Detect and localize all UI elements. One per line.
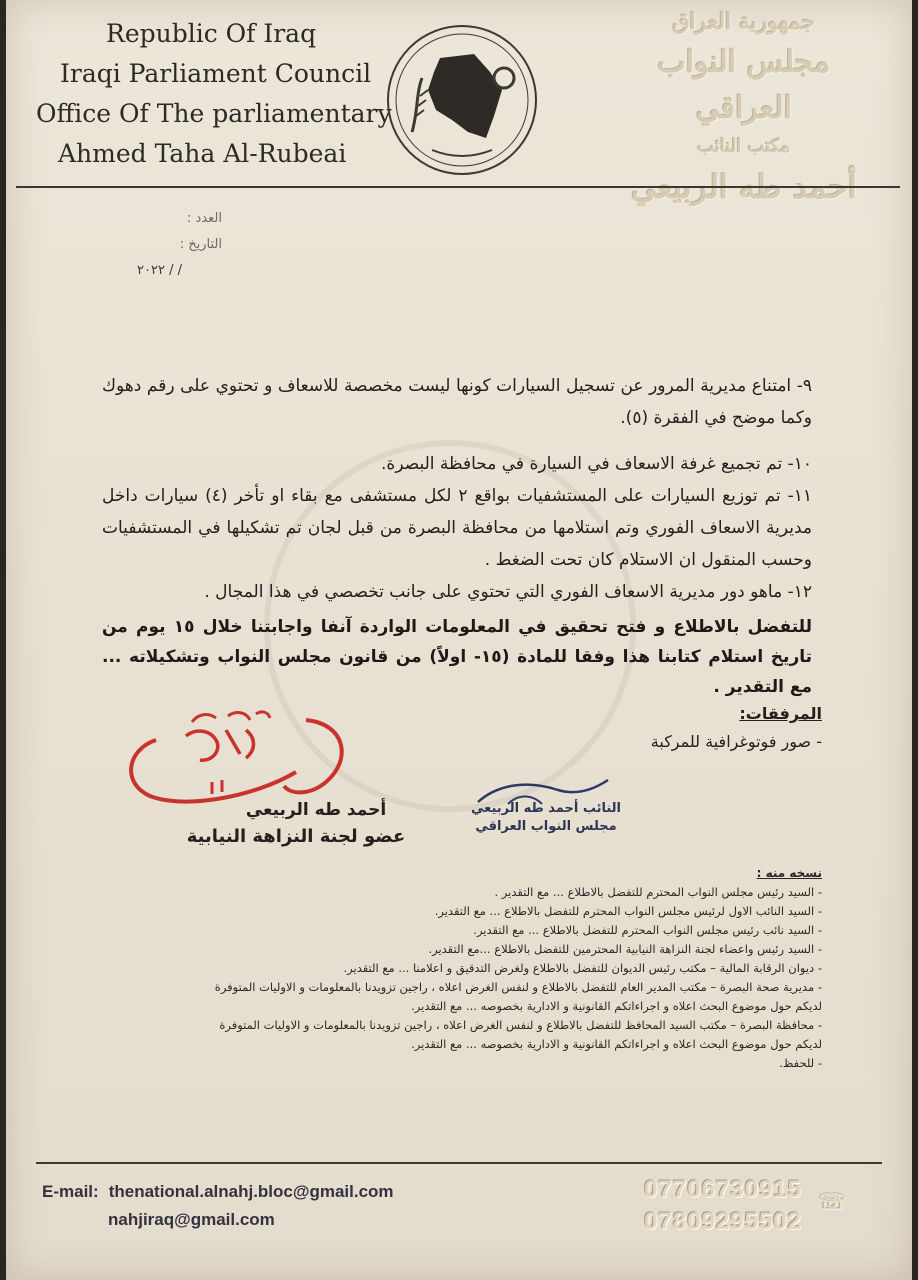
copy-line: - السيد رئيس مجلس النواب المحترم للتفضل بالاطلاع ... مع التقدير . [494, 885, 822, 899]
letterhead-line-4: Ahmed Taha Al-Rubeai [58, 139, 347, 168]
attachments-title: المرفقات: [739, 704, 822, 723]
arabic-letterhead-line-2: مجلس النواب العراقي [657, 45, 831, 126]
arabic-letterhead-line-1: جمهورية العراق [672, 9, 816, 35]
header-divider [16, 186, 900, 188]
copy-line: - السيد نائب رئيس مجلس النواب المحترم للتفضل بالاطلاع ... مع التقدير. [473, 923, 822, 937]
investigation-request: للتفضل بالاطلاع و فتح تحقيق في المعلومات الواردة آنفا واجابتنا خلال ١٥ يوم من تاريخ استلام كتابنا هذا وفقا للمادة (١٥- اولاً) من قانون مجلس النواب وتشكيلاته ... مع التقدير . [102, 617, 812, 697]
email-label: E-mail: [42, 1182, 99, 1201]
body-item-9: ٩- امتناع مديرية المرور عن تسجيل السيارات كونها ليست مخصصة للاسعاف و تحتوي على رقم دهوك وكما موضح في الفقرة (٥). [102, 376, 812, 428]
copy-line: لديكم حول موضوع البحث اعلاه و اجراءاتكم القانونية و الادارية بخصوصه ... مع التقدير. [411, 1037, 822, 1051]
copy-line: - للحفظ. [779, 1056, 822, 1070]
body-item-10: ١٠- تم تجميع غرفة الاسعاف في السيارة في محافظة البصرة. [381, 454, 812, 474]
copy-line: لديكم حول موضوع البحث اعلاه و اجراءاتكم القانونية و الادارية بخصوصه ... مع التقدير. [411, 999, 822, 1013]
phone-icon: ☏ [818, 1190, 846, 1215]
english-letterhead [36, 14, 392, 174]
arabic-letterhead [624, 4, 864, 212]
copy-line: - السيد النائب الاول لرئيس مجلس النواب المحترم للتفضل بالاطلاع ... مع التقدير. [434, 904, 822, 918]
email-link-2[interactable]: nahjiraq@gmail.com [108, 1210, 275, 1229]
footer-divider [36, 1162, 882, 1164]
copy-line: - محافظة البصرة – مكتب السيد المحافظ للتفضل بالاطلاع و لنفس الغرض اعلاه ، راجين تزويدنا بالمعلومات و الاوليات المتوفرة [219, 1018, 822, 1032]
copy-line: - ديوان الرقابة المالية – مكتب رئيس الديوان للتفضل بالاطلاع ولغرض التدقيق و اعلامنا ... مع التقدير. [343, 961, 822, 975]
letterhead-line-1: Republic Of Iraq [106, 19, 317, 48]
arabic-letterhead-line-4: أحمد طه الربيعي [631, 168, 857, 206]
signatory-role: عضو لجنة النزاهة النيابية [186, 826, 406, 847]
phone-number-2: 07809295502 [644, 1208, 802, 1235]
date-label: التاريخ : [179, 237, 222, 252]
stamp-line-1: النائب أحمد طه الربيعي [470, 801, 622, 816]
letter-paper [6, 0, 912, 1280]
date-value: / / ٢٠٢٢ [137, 263, 182, 278]
phone-number-1: 07706730915 [644, 1176, 802, 1203]
copy-line: - السيد رئيس واعضاء لجنة النزاهة النيابية المحترمين للتفضل بالاطلاع ...مع التقدير. [428, 942, 822, 956]
letterhead-line-2: Iraqi Parliament Council [60, 59, 372, 88]
phone-block [644, 1174, 802, 1238]
reference-block [6, 206, 222, 284]
body-item-12: ١٢- ماهو دور مديرية الاسعاف الفوري التي تحتوي على جانب تخصصي في هذا المجال . [204, 582, 812, 602]
copies-title: نسخه منه : [756, 866, 822, 880]
signatory-name: أحمد طه الربيعي [245, 800, 387, 820]
copies-list [106, 864, 822, 1073]
attachment-item: - صور فوتوغرافية للمركبة [650, 732, 822, 751]
letterhead-line-3: Office Of The parliamentary [36, 99, 392, 128]
red-handwritten-signature [116, 700, 356, 810]
body-item-11: ١١- تم توزيع السيارات على المستشفيات بواقع ٢ لكل مستشفى مع بقاء او تأخر (٤) سيارات داخل مديرية الاسعاف الفوري وتم استلامها من محافظة البصرة من قبل لجان تم تشكيلها في المستشفيات وحسب المنقول ان الاستلام كان تحت الضغط . [102, 486, 812, 570]
email-block [42, 1178, 394, 1234]
official-stamp [446, 800, 646, 836]
stamp-line-2: مجلس النواب العراقي [475, 819, 617, 834]
email-link-1[interactable]: thenational.alnahj.bloc@gmail.com [108, 1182, 394, 1201]
number-label: العدد : [187, 211, 222, 226]
copy-line: - مديرية صحة البصرة – مكتب المدير العام للتفضل بالاطلاع و لنفس الغرض اعلاه ، راجين تزويدنا بالمعلومات و الاوليات المتوفرة [214, 980, 822, 994]
parliament-emblem-logo [382, 20, 542, 180]
letter-body [102, 370, 812, 608]
arabic-letterhead-line-3: مكتب النائب [697, 136, 791, 157]
